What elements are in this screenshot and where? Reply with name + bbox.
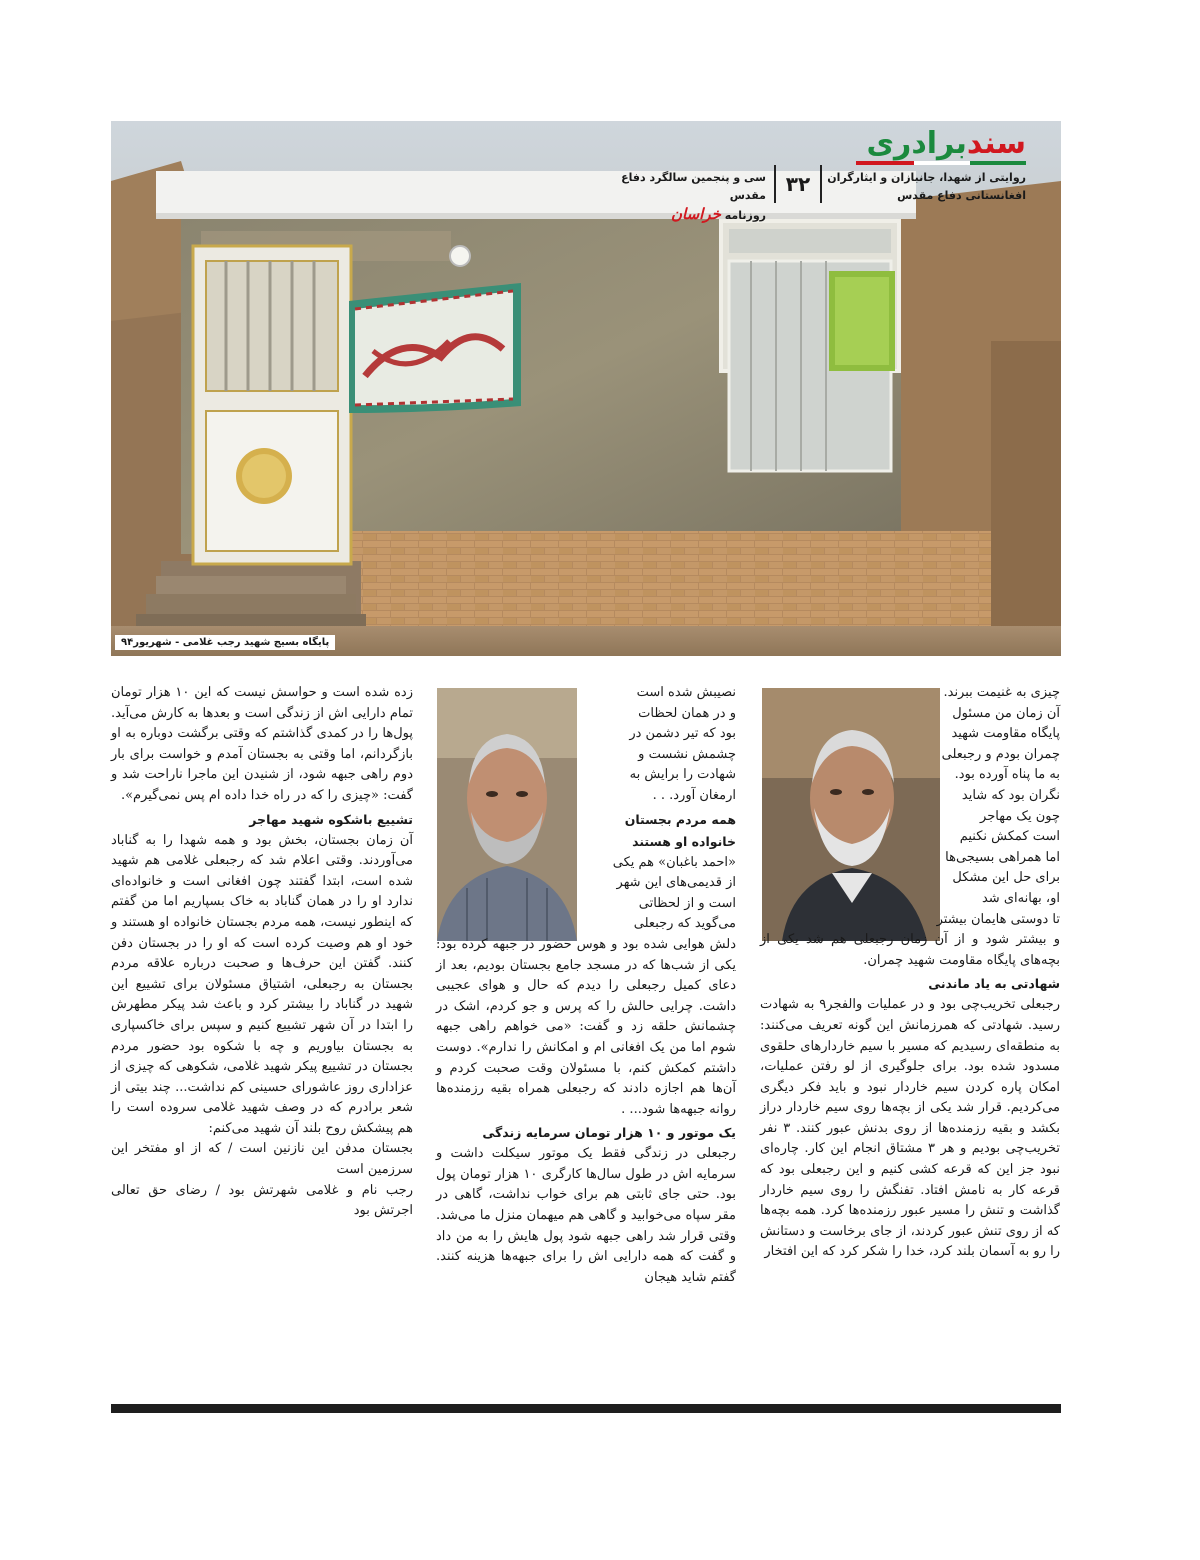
masthead-publication	[606, 169, 766, 225]
section-heading	[576, 809, 736, 853]
bottom-rule	[111, 1404, 1061, 1413]
text-line: شهادت را برایش به	[629, 767, 736, 783]
brand-part2: برادری	[866, 126, 967, 161]
paragraph: و بیشتر شود و از آن زمان رجبعلی هم شد یکی از بچه‌های پایگاه مقاومت شهید چمران.	[760, 932, 1060, 968]
article-column-3	[111, 683, 413, 1222]
text-line: می‌گوید که رجبعلی	[633, 916, 736, 932]
heading-line: همه مردم بجستان	[624, 811, 736, 827]
text-line: از قدیمی‌های این شهر	[616, 875, 736, 891]
masthead-series-title	[816, 169, 1026, 205]
text-line: و در همان لحظات	[638, 705, 736, 721]
text-line: آن زمان من مسئول	[952, 705, 1060, 721]
paragraph: رجبعلی در زندگی فقط یک موتور سیکلت داشت و سرمایه اش در طول سال‌ها کارگری ۱۰ هزار تومان پول بود. حتی جای ثابتی هم برای خواب نداشت، گاهی در مقر سپاه می‌خوابید و گاهی هم میهمان منزل ما می‌شد. وقتی قرار شد راهی جبهه شود پول هایش را به من داد و گفت که همه دارایی اش را برای جبهه‌ها هزینه کنند. گفتم شاید هیجان	[436, 1146, 736, 1285]
text-line: است و از لحظاتی	[638, 895, 736, 911]
column2-wrapped-text	[576, 683, 736, 935]
hero-photo	[111, 121, 1061, 656]
section-heading: یک موتور و ۱۰ هزار تومان سرمایه زندگی	[482, 1125, 736, 1141]
text-line: تا دوستی هایمان بیشتر	[936, 911, 1060, 927]
masthead	[606, 121, 1026, 223]
section-heading: شهادتی به یاد ماندنی	[928, 976, 1060, 992]
series-line2: افغانستانی دفاع مقدس	[897, 189, 1026, 202]
text-line: نگران بود که شاید	[961, 787, 1060, 803]
poem-verse: بجستان مدفن این نازنین است / که از او مفتخر این سرزمین است	[111, 1141, 413, 1178]
paragraph: دلش هوایی شده بود و هوس حضور در جبهه کرده بود: یکی از شب‌ها که در مسجد جامع بجستان بودیم، بعد از دعای کمیل رجبعلی را دیدم که حال و هوای عجیبی داشت. چرایی حالش را که پرس و جو کردم، اشک در چشمانش حلقه زد و گفت: «می خواهم راهی جبهه شوم اما من یک افغانی ام و امکانش را ندارم». دوست داشتم کمکش کنم، با مسئولان وقت صحبت کردم و آن‌ها هم اجازه دادند که رجبعلی همراه بقیه رزمنده‌ها روانه جبهه‌ها شود... .	[436, 936, 736, 1117]
column1-wrapped-text	[865, 683, 1060, 930]
text-line: پایگاه مقاومت شهید	[951, 726, 1060, 742]
paragraph: رجبعلی تخریب‌چی بود و در عملیات والفجر۹ به شهادت رسید. شهادتی که همرزمانش این گونه تعریف می‌کنند: به منطقه‌ای رسیدیم که مسیر با سیم خاردارهای حلقوی مسدود شده بود. برای جلوگیری از لو رفتن عملیات، امکان پاره کردن سیم خاردار نبود و باید فکر دیگری می‌کردیم. قرار شد یکی از بچه‌ها روی سیم خاردار دراز بکشد و بقیه رزمنده‌ها از روی بدنش عبور کنند. ۳ نفر تخریب‌چی بودیم و هر ۳ مشتاق انجام این کار. چاره‌ای نبود جز این که قرعه کشی کنیم و این رجبعلی بود که قرعه کار به نامش افتاد. تفنگش را روی سیم خاردار گذاشت و تنش را مسیر عبور رزمنده‌ها کرد. همه بچه‌ها که از روی تنش عبور کردند، از جای برخاست و دستانش را رو به آسمان بلند کرد، خدا را شکر کرد که این افتخار	[760, 997, 1061, 1260]
brand-flag-line	[856, 161, 1026, 165]
text-line: چمران بودم و رجبعلی	[941, 746, 1060, 762]
article-column-1	[760, 683, 1060, 1263]
page-number: ۳۲	[774, 165, 822, 203]
newspaper-line	[606, 205, 766, 225]
poem-verse: رجب نام و غلامی شهرتش بود / رضای حق تعالی اجرتش بود	[111, 1182, 413, 1219]
article-column-2	[436, 683, 736, 1288]
text-line: چیزی به غنیمت ببرند.	[943, 685, 1060, 700]
text-line: چون یک مهاجر	[980, 808, 1060, 824]
text-line: ارمغان آورد. . .	[652, 787, 736, 803]
brand-part1: سند	[966, 126, 1026, 161]
text-line: چشمش نشست و	[638, 746, 736, 762]
text-line: او، بهانه‌ای شد	[981, 890, 1060, 906]
paragraph: آن زمان بجستان، بخش بود و همه شهدا را به گناباد می‌آوردند. وقتی اعلام شد که رجبعلی غلامی هم شهید شده است، ابتدا گفتند چون افغانی است و خانواده‌ای ندارد او را در همان گناباد به خاک بسپاریم اما من گفتم که اینطور نیست، همه مردم بجستان خانواده او هستند و خود او هم وصیت کرده است که او را در بجستان دفن کنند. گفتن این حرف‌ها و صحبت درباره علاقه مردم بجستان به رجبعلی، اشتیاق مسئولان برای تشییع این شهید در گناباد را بیشتر کرد و باعث شد پیکر مطهرش را ابتدا در آن شهر تشییع کنیم و سپس برای خاکسپاری به بجستان بیاوریم و چه با شکوه بود حضور مردم بجستان در تشییع پیکر شهید غلامی، شکوهی که چیزی از عزاداری روز عاشورای حسینی کم نداشت... چند بیتی از شعر برادرم که در وصف شهید غلامی سروده است را هم پیشکش روح بلند آن شهید می‌کنم:	[111, 832, 413, 1136]
text-line: بود که تیر دشمن در	[629, 726, 736, 742]
heading-line: خانواده او هستند	[632, 833, 736, 849]
paragraph: زده شده است و حواسش نیست که این ۱۰ هزار تومان تمام دارایی اش از زندگی است و بعدها به کارش می‌آید. پول‌ها را در کمدی گذاشتم که وقتی برگشت دوباره به او بازگردانم، اما وقتی به بجستان آمدم و خواست برای بار دوم راهی جبهه شود، از شنیدن این ماجرا ناراحت شد و گفت: «چیزی را که در راه خدا داده ام پس نمی‌گیرم».	[111, 685, 413, 803]
text-line: برای حل این مشکل	[952, 870, 1060, 886]
text-line: به ما پناه آورده بود.	[954, 767, 1060, 783]
photo-caption: پایگاه بسیج شهید رجب غلامی - شهریور۹۴	[115, 635, 335, 650]
text-line: اما همراهی بسیجی‌ها	[945, 849, 1060, 865]
series-line1: روایتی از شهدا، جانبازان و ایثارگران	[827, 171, 1026, 184]
section-heading: تشییع باشکوه شهید مهاجر	[249, 811, 413, 827]
newspaper-name: خراسان	[671, 205, 721, 223]
anniversary-line: سی و پنجمین سالگرد دفاع مقدس	[621, 171, 766, 202]
text-line: است کمکش نکنیم	[959, 829, 1060, 845]
newspaper-prefix: روزنامه	[724, 209, 766, 222]
text-line: «احمد باغبان» هم یکی	[612, 854, 736, 870]
text-line: نصیبش شده است	[636, 685, 736, 700]
brand-logo	[866, 126, 1026, 161]
